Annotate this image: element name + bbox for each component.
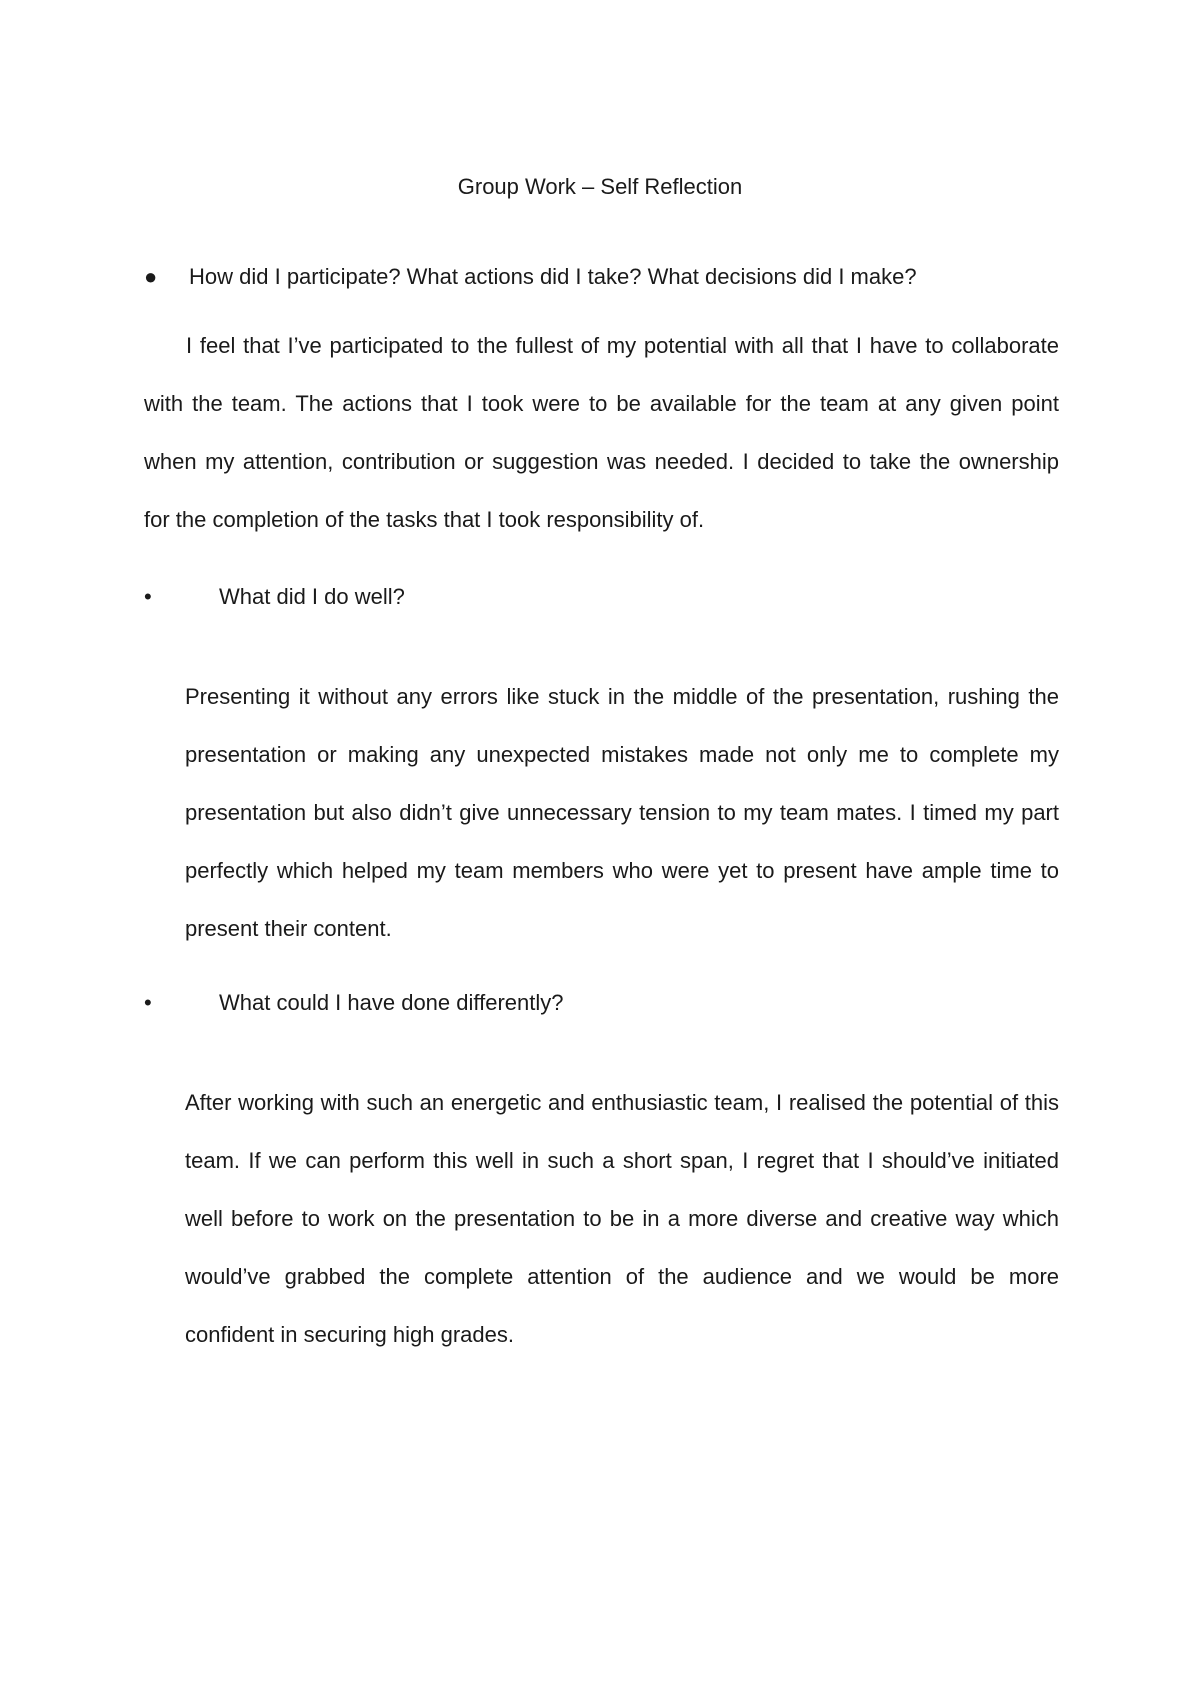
question-text: What did I do well? xyxy=(219,584,405,609)
bullet-icon: • xyxy=(144,584,152,609)
page-title: Group Work – Self Reflection xyxy=(457,174,743,199)
answer-paragraph-differently: After working with such an energetic and enthusiastic team, I realised the potential of this team. If we can perform this well in such a short span, I regret that I should’ve initiated well before to work on the presentation to be in a more diverse and creative way which would’ve grabbed the complete attention of the audience and we would be more confident in securing high grades. xyxy=(185,1090,1059,1347)
answer-paragraph-did-well: Presenting it without any errors like stuck in the middle of the presentation, rushing the presentation or making any unexpected mistakes made not only me to complete my presentation but also didn’t give unnecessary tension to my team mates. I timed my part perfectly which helped my team members who were yet to present have ample time to present their content. xyxy=(185,684,1059,941)
question-text: What could I have done differently? xyxy=(219,990,564,1015)
question-text: How did I participate? What actions did I take? What decisions did I make? xyxy=(189,264,917,289)
answer-paragraph-participation: I feel that I’ve participated to the fullest of my potential with all that I have to collaborate with the team. The actions that I took were to be available for the team at any given point when my attention, contribution or suggestion was needed. I decided to take the ownership for the completion of the tasks that I took responsibility of. xyxy=(144,333,1059,532)
bullet-icon: • xyxy=(144,990,152,1015)
bullet-icon: ● xyxy=(144,264,158,289)
